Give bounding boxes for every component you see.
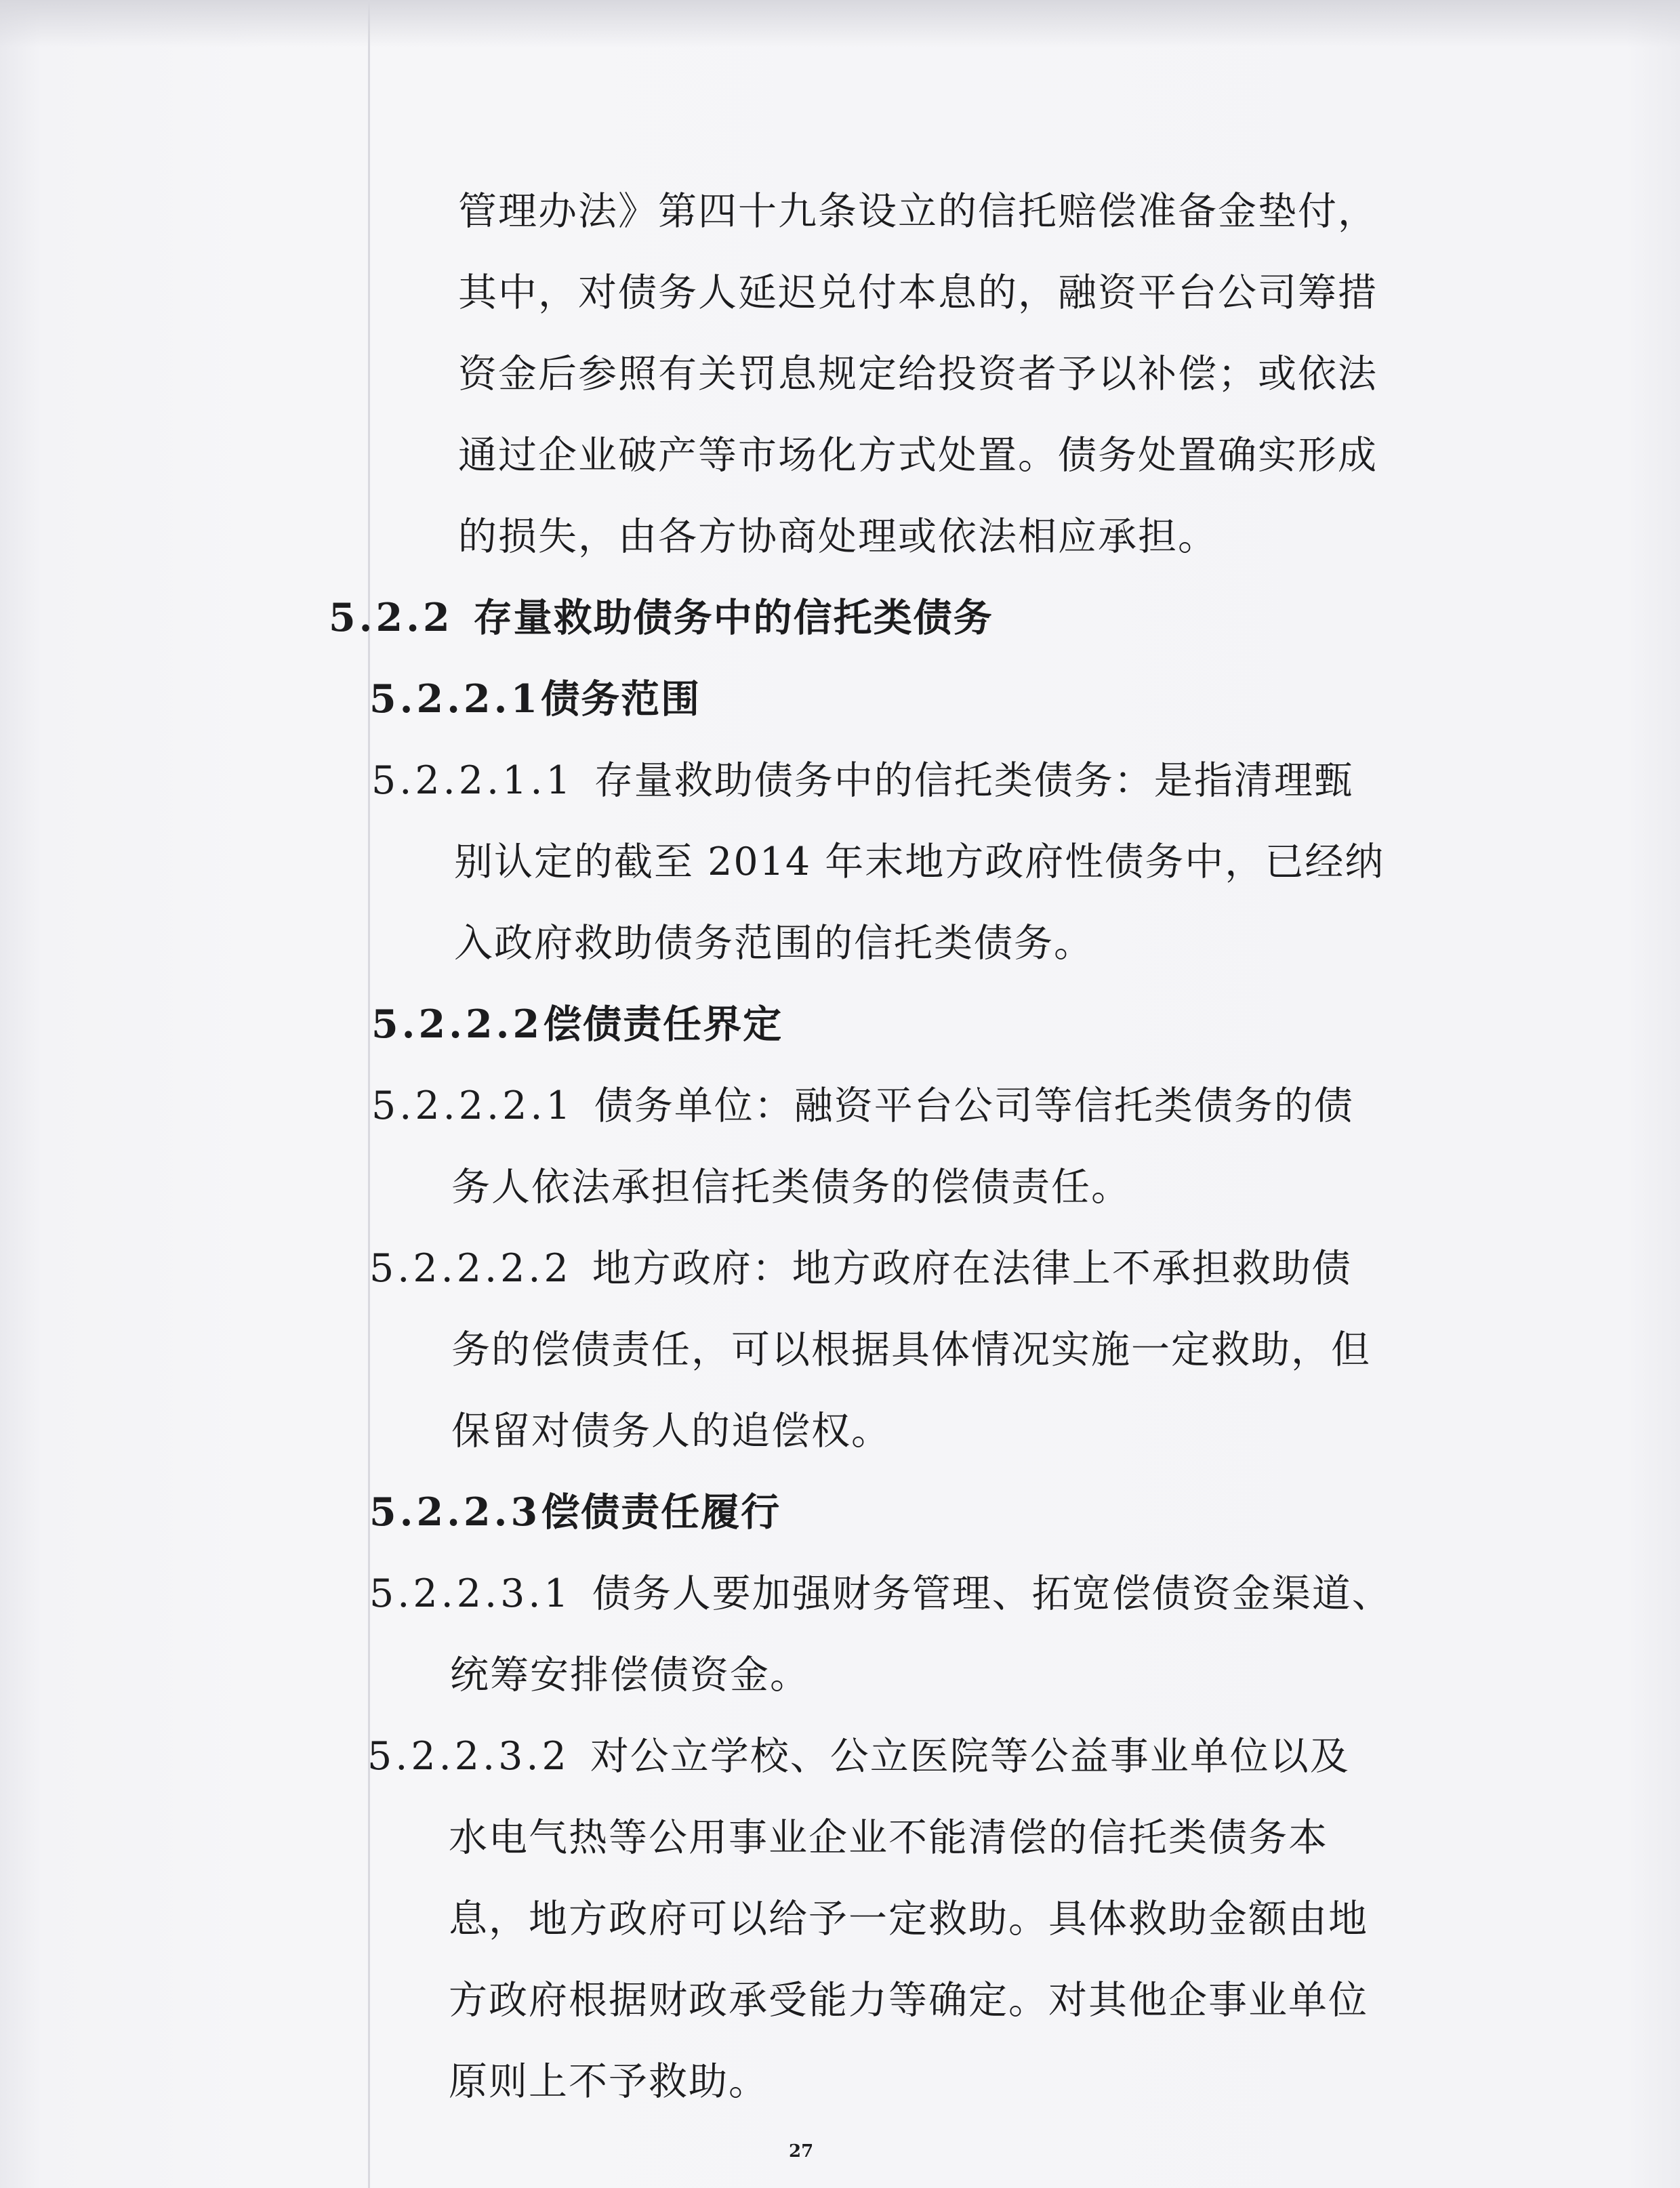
text-line: 原则上不予救助。 <box>449 2059 769 2104</box>
section-heading-5-2-2-1 <box>369 672 701 726</box>
section-number: 5.2.2.2 <box>371 1002 544 1047</box>
clause-5-2-2-2-2 <box>369 1241 1352 1296</box>
text-line: 其中，对债务人延迟兑付本息的，融资平台公司筹措 <box>458 270 1378 315</box>
section-heading-5-2-2-3 <box>369 1485 781 1540</box>
section-number: 5.2.2 <box>329 595 453 640</box>
section-title: 存量救助债务中的信托类债务 <box>473 595 993 640</box>
text-line: 务人依法承担信托类债务的偿债责任。 <box>451 1165 1131 1210</box>
text-line: 通过企业破产等市场化方式处置。债务处置确实形成 <box>458 433 1378 478</box>
binding-line <box>368 0 370 2188</box>
scan-shadow <box>0 0 1680 47</box>
section-number: 5.2.2.1 <box>369 676 541 722</box>
page-number: 27 <box>789 2141 814 2162</box>
text-line: 的损失，由各方协商处理或依法相应承担。 <box>458 514 1218 559</box>
section-title: 偿债责任界定 <box>543 1002 783 1047</box>
section-title: 偿债责任履行 <box>541 1489 781 1535</box>
clause-text: 债务人要加强财务管理、拓宽偿债资金渠道、 <box>592 1571 1392 1616</box>
clause-number: 5.2.2.3.2 <box>367 1734 570 1779</box>
text-line: 资金后参照有关罚息规定给投资者予以补偿；或依法 <box>458 352 1378 396</box>
text-line: 息，地方政府可以给予一定救助。具体救助金额由地 <box>449 1897 1368 1941</box>
clause-5-2-2-1-1 <box>371 754 1354 808</box>
section-heading-5-2-2 <box>329 591 993 645</box>
clause-number: 5.2.2.1.1 <box>371 758 574 803</box>
text-line: 水电气热等公用事业企业不能清偿的信托类债务本 <box>449 1815 1328 1860</box>
clause-5-2-2-2-1 <box>371 1079 1354 1133</box>
clause-number: 5.2.2.2.2 <box>369 1246 572 1291</box>
text-line: 保留对债务人的追偿权。 <box>451 1409 891 1453</box>
clause-5-2-2-3-2 <box>367 1729 1350 1783</box>
clause-text: 存量救助债务中的信托类债务：是指清理甄 <box>594 758 1354 803</box>
text-line: 别认定的截至 2014 年末地方政府性债务中，已经纳 <box>454 840 1385 884</box>
clause-text: 债务单位：融资平台公司等信托类债务的债 <box>594 1083 1354 1128</box>
section-title: 债务范围 <box>541 676 701 722</box>
text-line: 方政府根据财政承受能力等确定。对其他企事业单位 <box>449 1978 1368 2023</box>
text-line: 管理办法》第四十九条设立的信托赔偿准备金垫付， <box>458 189 1378 234</box>
clause-text: 地方政府：地方政府在法律上不承担救助债 <box>592 1246 1352 1291</box>
text-line: 统筹安排偿债资金。 <box>450 1653 810 1697</box>
text-line: 入政府救助债务范围的信托类债务。 <box>454 921 1094 966</box>
section-number: 5.2.2.3 <box>369 1489 541 1535</box>
section-heading-5-2-2-2 <box>371 997 783 1052</box>
clause-5-2-2-3-1 <box>369 1567 1392 1621</box>
clause-number: 5.2.2.2.1 <box>371 1083 574 1128</box>
clause-text: 对公立学校、公立医院等公益事业单位以及 <box>590 1734 1350 1779</box>
clause-number: 5.2.2.3.1 <box>369 1571 572 1616</box>
text-line: 务的偿债责任，可以根据具体情况实施一定救助，但 <box>451 1327 1371 1372</box>
